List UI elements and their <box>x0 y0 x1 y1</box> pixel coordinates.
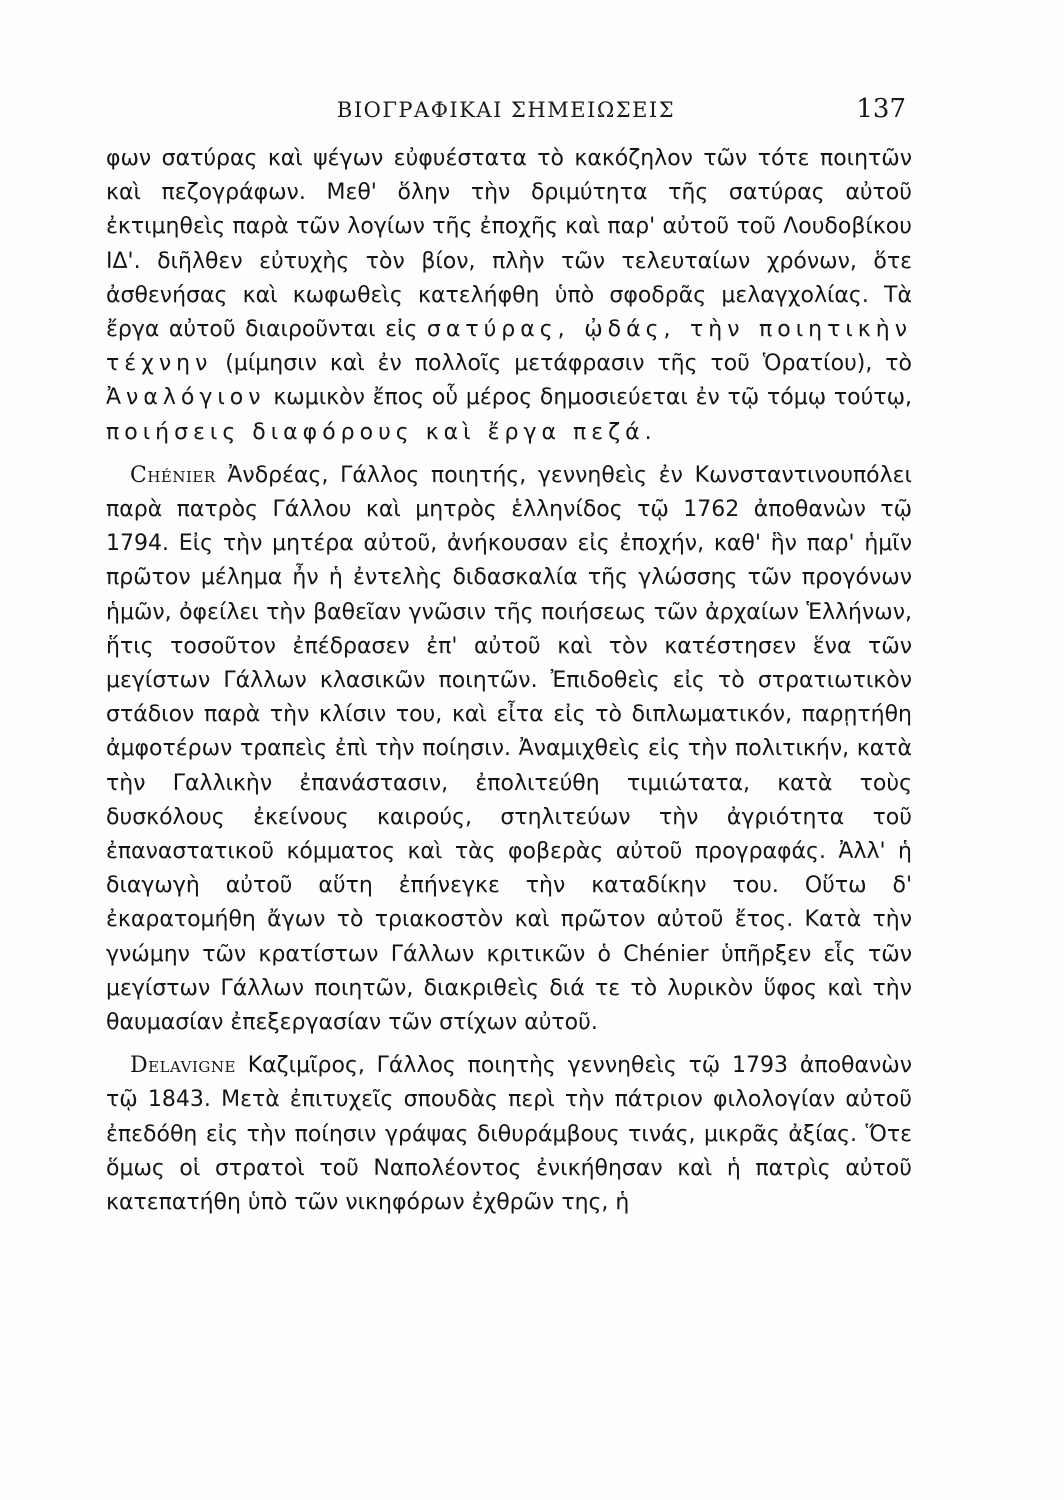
text-run: . <box>644 419 652 445</box>
page-header <box>106 92 906 132</box>
text-run: (μίμησιν καὶ ἐν πολλοῖς μετάφρασιν τῆς τοῦ Ὁρατίου), τὸ <box>212 351 912 377</box>
text-run: φων σατύρας καὶ ψέγων εὐφυέστατα τὸ κακόζηλον τῶν τότε ποιητῶν καὶ πεζογράφων. Μεθ' ὅλην τὴν δριμύτητα τῆς σατύρας αὐτοῦ ἐκτιμηθεὶς παρὰ τῶν λογίων τῆς ἐποχῆς καὶ παρ' αὐτοῦ τοῦ Λουδοβίκου ΙΔ'. διῆλθεν εὐτυχὴς τὸν βίον, πλὴν τῶν τελευταίων χρόνων, ὅτε ἀσθενήσας καὶ κωφωθεὶς κατελήφθη ὑπὸ σφοδρᾶς μελαγχολίας. Τὰ ἔργα αὐτοῦ διαιροῦνται εἰς <box>106 146 912 343</box>
entry-name-chenier: Chénier <box>130 462 216 488</box>
entry-name-delavigne: Delavigne <box>130 1053 236 1079</box>
running-title: ΒΙΟΓΡΑΦΙΚΑΙ ΣΗΜΕΙΩΣΕΙΣ <box>336 98 676 122</box>
paragraph-chenier <box>106 459 912 1040</box>
page-number: 137 <box>856 94 906 124</box>
paragraph-delavigne <box>106 1049 912 1220</box>
spaced-title-poems: ποιήσεις διαφόρους καὶ ἔργα πεζά <box>106 419 645 445</box>
spaced-title-analogion: Ἀναλόγιον <box>106 385 266 411</box>
text-run: κωμικὸν ἔπος οὗ μέρος δημοσιεύεται ἐν τῷ τόμῳ τούτῳ, <box>265 385 912 411</box>
body-text <box>106 142 912 1220</box>
entry-text-delavigne: Καζιμῖρος, Γάλλος ποιητὴς γεννηθεὶς τῷ 1793 ἀποθανὼν τῷ 1843. Μετὰ ἐπιτυχεῖς σπουδὰς περὶ τὴν πάτριον φιλολογίαν αὐτοῦ ἐπεδόθη εἰς τὴν ποίησιν γράψας διθυράμβους τινάς, μικρᾶς ἀξίας. Ὅτε ὅμως οἱ στρατοὶ τοῦ Ναπολέοντος ἐνικήθησαν καὶ ἡ πατρὶς αὐτοῦ κατεπατήθη ὑπὸ τῶν νικηφόρων ἐχθρῶν της, ἡ <box>106 1053 912 1216</box>
spaced-title-works: σατύρας, ᾠδάς, τὴν ποιητικὴν τέχνην <box>106 317 912 377</box>
paragraph-boileau-continued <box>106 142 912 450</box>
entry-text-chenier: Ἀνδρέας, Γάλλος ποιητής, γεννηθεὶς ἐν Κωνσταντινουπόλει παρὰ πατρὸς Γάλλου καὶ μητρὸς ἑλληνίδος τῷ 1762 ἀποθανὼν τῷ 1794. Εἰς τὴν μητέρα αὐτοῦ, ἀνήκουσαν εἰς ἐποχήν, καθ' ἣν παρ' ἡμῖν πρῶτον μέλημα ἦν ἡ ἐντελὴς διδασκαλία τῆς γλώσσης τῶν προγόνων ἡμῶν, ὀφείλει τὴν βαθεῖαν γνῶσιν τῆς ποιήσεως τῶν ἀρχαίων Ἑλλήνων, ἥτις τοσοῦτον ἐπέδρασεν ἐπ' αὐτοῦ καὶ τὸν κατέστησεν ἕνα τῶν μεγίστων Γάλλων κλασικῶν ποιητῶν. Ἐπιδοθεὶς εἰς τὸ στρατιωτικὸν στάδιον παρὰ τὴν κλίσιν του, καὶ εἶτα εἰς τὸ διπλωματικόν, παρῃτήθη ἀμφοτέρων τραπεὶς ἐπὶ τὴν ποίησιν. Ἀναμιχθεὶς εἰς τὴν πολιτικήν, κατὰ τὴν Γαλλικὴν ἐπανάστασιν, ἐπολιτεύθη τιμιώτατα, κατὰ τοὺς δυσκόλους ἐκείνους καιρούς, στηλιτεύων τὴν ἀγριότητα τοῦ ἐπαναστατικοῦ κόμματος καὶ τὰς φοβερὰς αὐτοῦ προγραφάς. Ἀλλ' ἡ διαγωγὴ αὐτοῦ αὕτη ἐπήνεγκε τὴν καταδίκην του. Οὕτω δ' ἐκαρατομήθη ἄγων τὸ τριακοστὸν καὶ πρῶτον αὐτοῦ ἔτος. Κατὰ τὴν γνώμην τῶν κρατίστων Γάλλων κριτικῶν ὁ Chénier ὑπῆρξεν εἷς τῶν μεγίστων Γάλλων ποιητῶν, διακριθεὶς διά τε τὸ λυρικὸν ὕφος καὶ τὴν θαυμασίαν ἐπεξεργασίαν τῶν στίχων αὐτοῦ. <box>106 462 912 1036</box>
